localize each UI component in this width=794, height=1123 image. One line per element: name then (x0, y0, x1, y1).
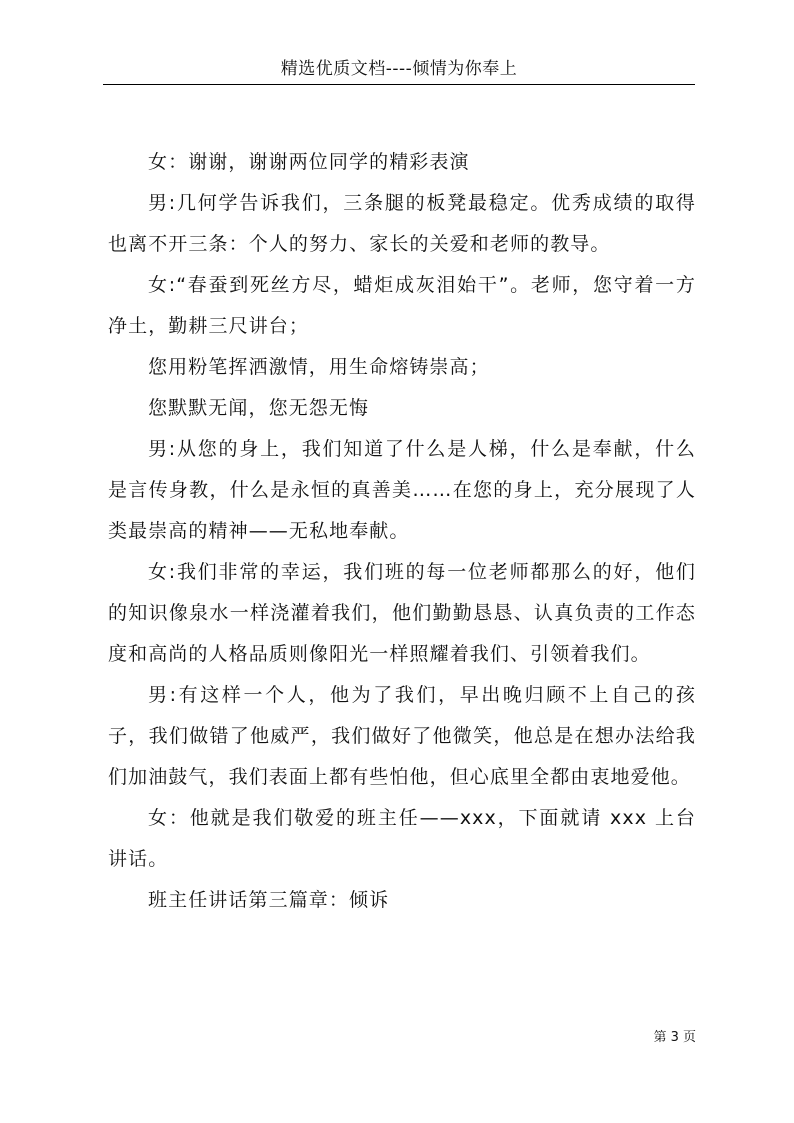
page-header (103, 58, 695, 85)
document-body (108, 142, 696, 921)
paragraph: 女：谢谢，谢谢两位同学的精彩表演 (148, 151, 470, 173)
paragraph: 班主任讲话第三篇章：倾诉 (148, 889, 390, 911)
paragraph: 女：他就是我们敬爱的班主任——xxx，下面就请 xxx 上台讲话。 (108, 807, 696, 870)
paragraph: 您默默无闻，您无怨无悔 (148, 397, 370, 419)
paragraph: 男:有这样一个人，他为了我们，早出晚归顾不上自己的孩子，我们做错了他威严，我们做好了他微笑，他总是在想办法给我们加油鼓气，我们表面上都有些怕他，但心底里全都由衷地爱他。 (108, 684, 696, 788)
paragraph: 女:我们非常的幸运，我们班的每一位老师都那么的好，他们的知识像泉水一样浇灌着我们，他们勤勤恳恳、认真负责的工作态度和高尚的人格品质则像阳光一样照耀着我们、引领着我们。 (108, 561, 696, 665)
header-title: 精选优质文档----倾情为你奉上 (280, 59, 518, 79)
page-number: 第 3 页 (653, 1030, 696, 1045)
paragraph: 男:几何学告诉我们，三条腿的板凳最稳定。优秀成绩的取得也离不开三条：个人的努力、家长的关爱和老师的教导。 (108, 192, 696, 255)
paragraph: 女:“春蚕到死丝方尽，蜡炬成灰泪始干”。老师，您守着一方净土，勤耕三尺讲台； (108, 274, 696, 337)
paragraph: 男:从您的身上，我们知道了什么是人梯，什么是奉献，什么是言传身教，什么是永恒的真善美……在您的身上，充分展现了人类最崇高的精神——无私地奉献。 (108, 438, 696, 542)
paragraph: 您用粉笔挥洒激情，用生命熔铸崇高； (148, 356, 490, 378)
